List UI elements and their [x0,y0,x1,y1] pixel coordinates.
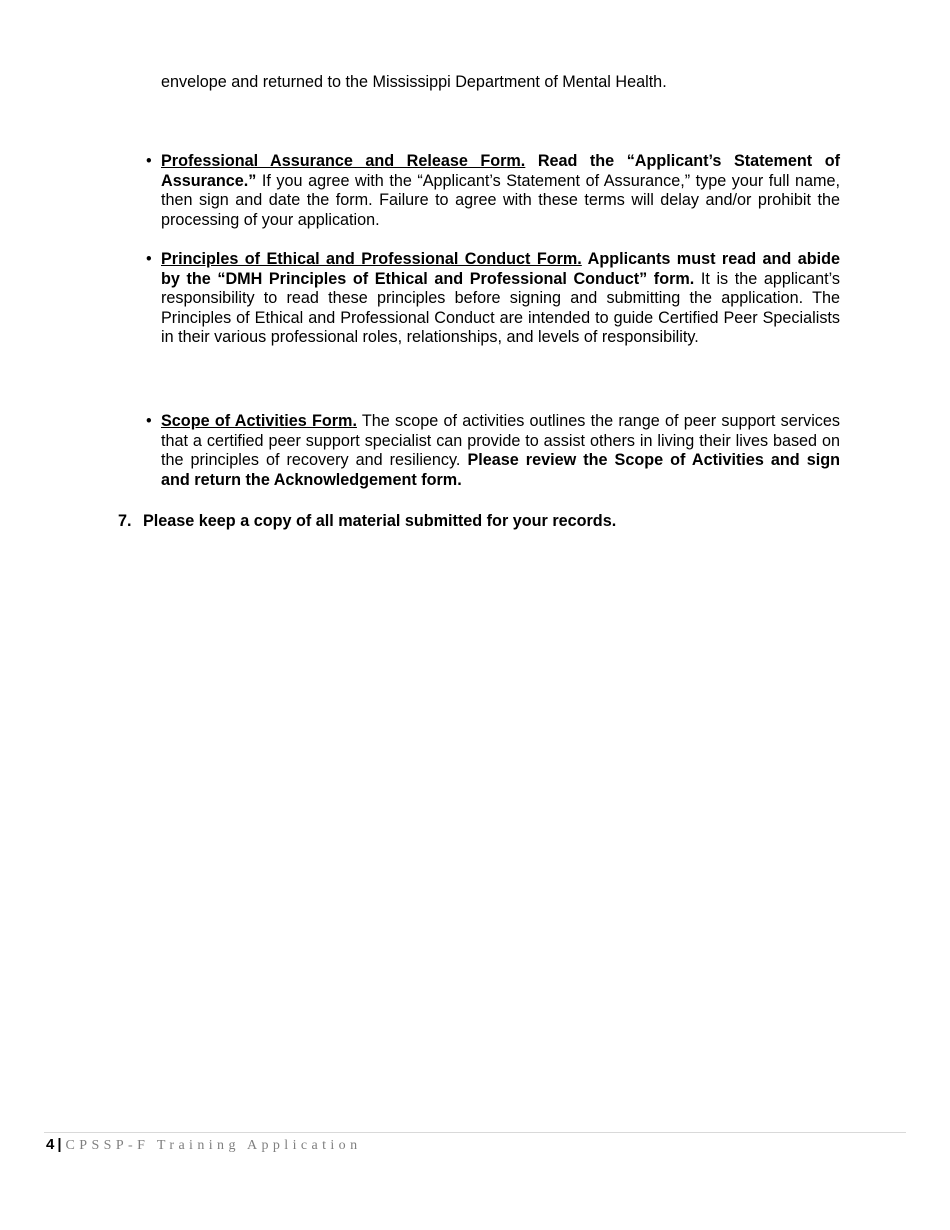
footer-divider [44,1132,906,1133]
bullet-scope-of-activities [146,412,840,490]
bullet-bold-text: Applicants must read and abide by the “DMH Principles of Ethical and Professional Conduct” form. [161,250,841,288]
footer-separator: | [57,1136,62,1153]
bullet-body: The scope of activities outlines the range of peer support services that a certified peer support specialist can provide to assist others in living their lives based on the principles of recovery and resiliency. [161,412,840,470]
item-number: 7. [118,512,132,530]
numbered-item-7 [118,512,840,532]
bullet-title: Professional Assurance and Release Form. [161,152,526,170]
bullet-ethical-conduct [146,250,841,348]
item-text: Please keep a copy of all material submitted for your records. [143,512,617,530]
page-number: 4 [46,1136,55,1153]
bullet-title: Scope of Activities Form. [161,412,357,430]
bullet-professional-assurance [146,152,840,230]
bullet-body: If you agree with the “Applicant’s Statement of Assurance,” type your full name, then sign and date the form. Failure to agree with these terms will delay and/or prohibit the processing of your application. [161,171,840,229]
bullet-dot: • [146,412,152,430]
bullet-title: Principles of Ethical and Professional Conduct Form. [161,250,582,268]
bullet-dot: • [146,250,152,268]
bullet-body: It is the applicant’s responsibility to read these principles before signing and submitting the application. The Principles of Ethical and Professional Conduct are intended to guide Certified Peer Specialists in their various professional roles, relationships, and levels of responsibility. [161,269,841,347]
bullet-bold-end: Please review the Scope of Activities and sign and return the Acknowledgement form. [161,451,840,489]
bullet-dot: • [146,152,152,170]
footer-doc-title: CPSSP-F Training Application [65,1138,362,1153]
continued-paragraph: envelope and returned to the Mississippi Department of Mental Health. [161,73,667,91]
page-footer [46,1136,361,1155]
bullet-bold-text: Read the “Applicant’s Statement of Assurance.” [161,152,840,190]
